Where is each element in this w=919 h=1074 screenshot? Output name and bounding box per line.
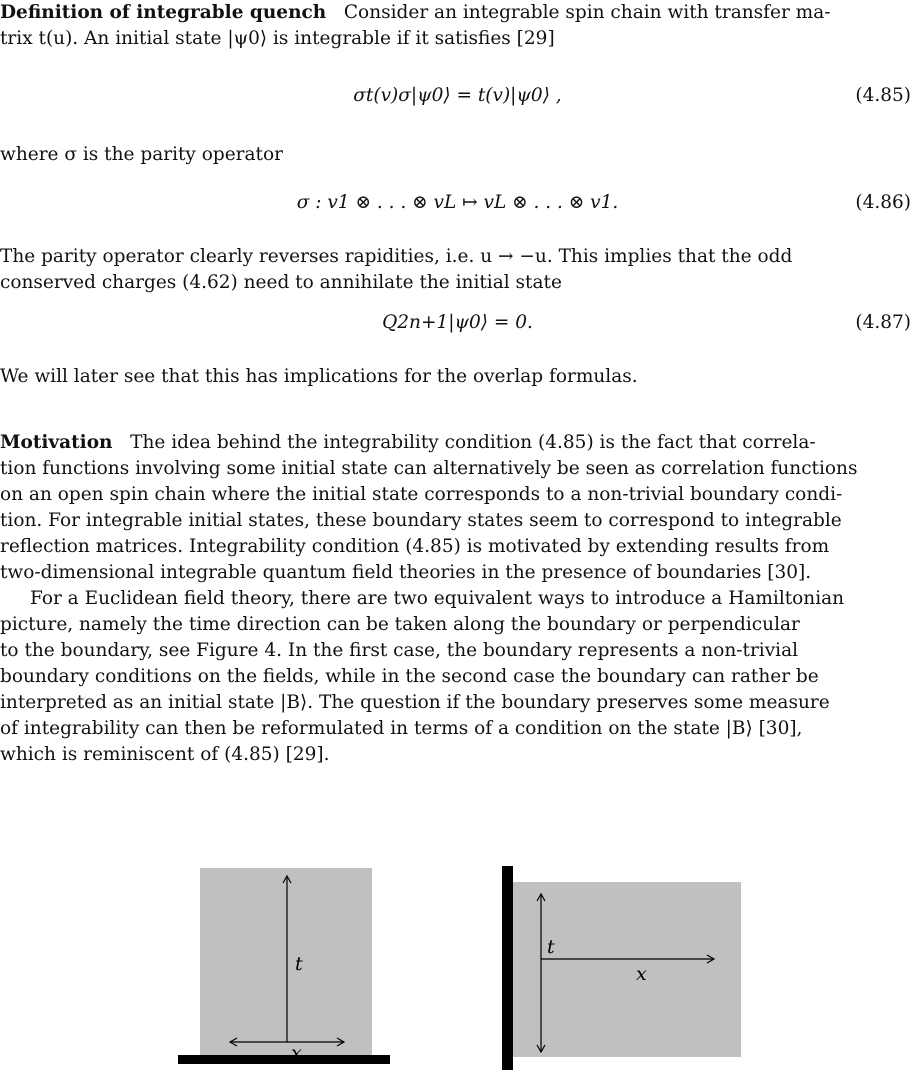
motivation-line: reflection matrices. Integrability condition (4.85) is motivated by extending results from <box>0 536 830 557</box>
definition-text-line1: Consider an integrable spin chain with transfer ma- <box>343 2 831 23</box>
definition-paragraph <box>0 0 915 52</box>
left-panel-region <box>200 868 372 1055</box>
euclidean-paragraph <box>0 586 915 768</box>
equation-4-85 <box>0 83 915 113</box>
definition-text-line2: trix t(u). An initial state |ψ0⟩ is integrable if it satisfies [29] <box>0 28 555 49</box>
euclidean-line: which is reminiscent of (4.85) [29]. <box>0 744 330 765</box>
figure-left-panel <box>178 866 390 1070</box>
motivation-line: The idea behind the integrability condition (4.85) is the fact that correla- <box>130 432 816 453</box>
motivation-paragraph <box>0 430 915 586</box>
equation-4-86-expression: σ : v1 ⊗ . . . ⊗ vL ↦ vL ⊗ . . . ⊗ v1. <box>296 192 619 213</box>
equation-4-86 <box>0 190 915 220</box>
euclidean-line: boundary conditions on the fields, while in the second case the boundary can rather be <box>0 666 819 687</box>
euclidean-line: For a Euclidean field theory, there are two equivalent ways to introduce a Hamiltonian <box>30 588 845 609</box>
later-text: We will later see that this has implications for the overlap formulas. <box>0 366 638 387</box>
right-panel-region <box>513 882 741 1057</box>
euclidean-line: to the boundary, see Figure 4. In the first case, the boundary represents a non-trivial <box>0 640 799 661</box>
equation-4-85-number: (4.85) <box>855 85 911 106</box>
euclidean-line: of integrability can then be reformulated in terms of a condition on the state |B⟩ [30], <box>0 718 803 739</box>
motivation-line: two-dimensional integrable quantum field theories in the presence of boundaries [30]. <box>0 562 812 583</box>
motivation-line: tion. For integrable initial states, these boundary states seem to correspond to integrable <box>0 510 842 531</box>
definition-heading: Definition of integrable quench <box>0 2 327 23</box>
equation-4-87-number: (4.87) <box>855 312 911 333</box>
euclidean-line: picture, namely the time direction can be taken along the boundary or perpendicular <box>0 614 800 635</box>
equation-4-85-expression: σt(v)σ|ψ0⟩ = t(v)|ψ0⟩ , <box>353 85 562 106</box>
equation-4-87-expression: Q2n+1|ψ0⟩ = 0. <box>382 312 533 333</box>
left-t-label: t <box>295 953 303 975</box>
motivation-line: on an open spin chain where the initial state corresponds to a non-trivial boundary condi- <box>0 484 843 505</box>
equation-4-86-number: (4.86) <box>855 192 911 213</box>
parity-paragraph <box>0 244 915 296</box>
motivation-heading: Motivation <box>0 432 113 453</box>
left-panel-boundary <box>178 1055 390 1064</box>
motivation-line: tion functions involving some initial state can alternatively be seen as correlation functions <box>0 458 858 479</box>
equation-4-87 <box>0 310 915 340</box>
right-panel-boundary <box>502 866 513 1070</box>
where-text: where σ is the parity operator <box>0 144 283 165</box>
parity-line1: The parity operator clearly reverses rapidities, i.e. u → −u. This implies that the odd <box>0 246 793 267</box>
left-x-label: x <box>291 1042 302 1064</box>
euclidean-line: interpreted as an initial state |B⟩. The question if the boundary preserves some measure <box>0 692 830 713</box>
parity-line2: conserved charges (4.62) need to annihilate the initial state <box>0 272 562 293</box>
figure-right-panel <box>500 866 745 1070</box>
right-x-label: x <box>636 963 647 985</box>
right-t-label: t <box>547 936 555 958</box>
